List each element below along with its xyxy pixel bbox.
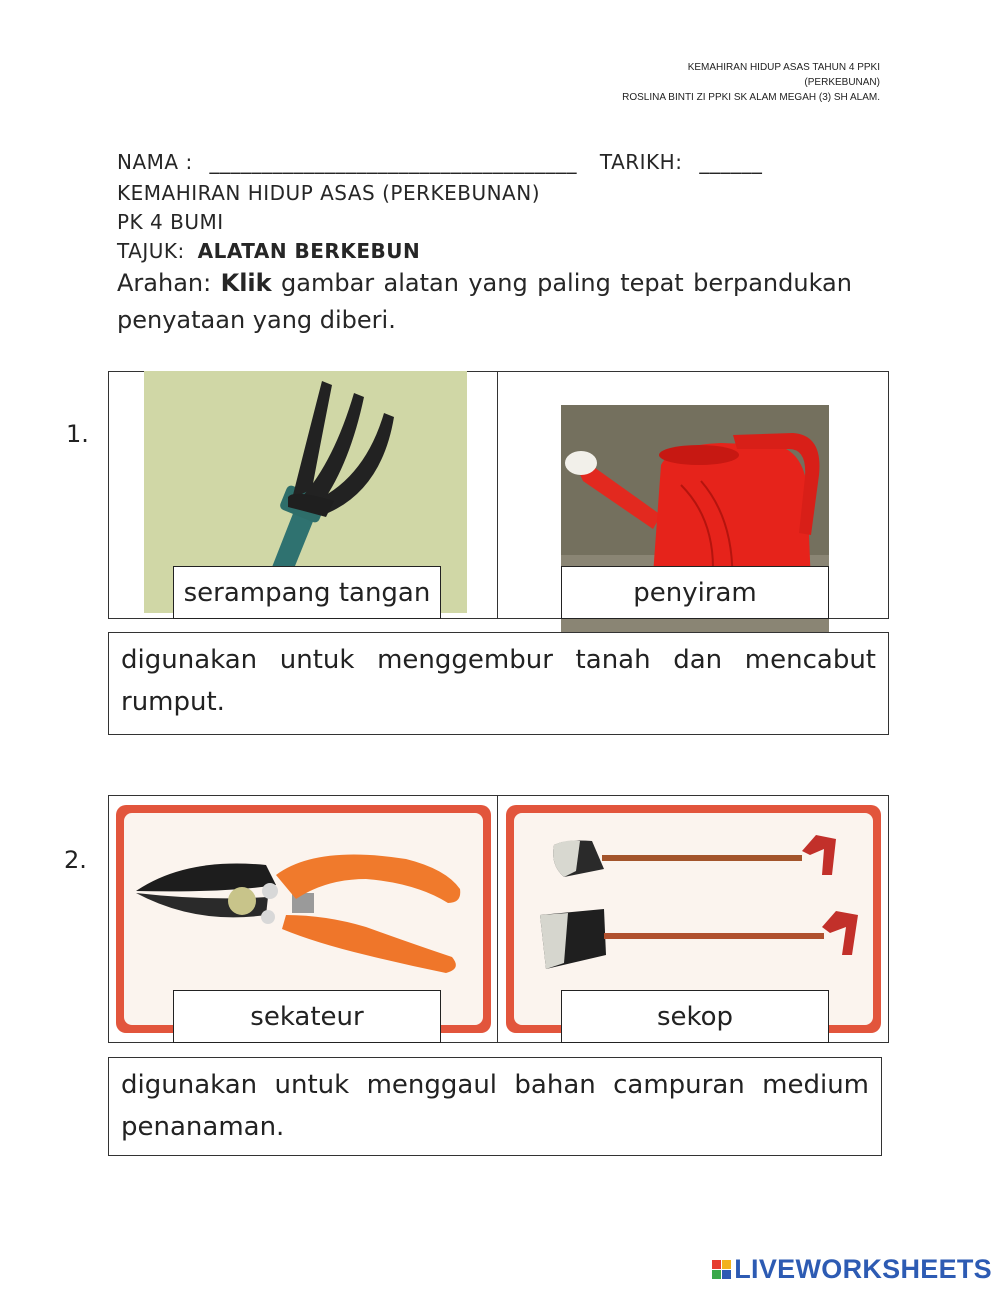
date-label: TARIKH:: [599, 150, 683, 174]
topic-label: TAJUK:: [117, 239, 185, 263]
option-sekateur[interactable]: sekateur: [173, 990, 441, 1043]
document-header: [622, 60, 880, 105]
question-2-statement: digunakan untuk menggaul bahan campuran medium penanaman.: [108, 1057, 882, 1156]
instruction-emphasis: Klik: [220, 269, 272, 297]
instruction-label: Arahan:: [117, 269, 212, 297]
topic-title: ALATAN BERKEBUN: [197, 239, 421, 263]
logo-text: LIVEWORKSHEETS: [734, 1254, 992, 1284]
question-number-2: 2.: [64, 846, 87, 874]
class-line: PK 4 BUMI: [117, 210, 224, 234]
name-label: NAMA :: [117, 150, 193, 174]
question-1-divider: [497, 371, 498, 619]
date-blank: ______: [699, 150, 763, 174]
header-line-1: KEMAHIRAN HIDUP ASAS TAHUN 4 PPKI: [687, 62, 880, 73]
subject-line: KEMAHIRAN HIDUP ASAS (PERKEBUNAN): [117, 181, 541, 205]
name-blank: ___________________________________: [209, 150, 578, 174]
topic-line: [117, 239, 420, 263]
header-line-3: ROSLINA BINTI ZI PPKI SK ALAM MEGAH (3) SH ALAM.: [622, 92, 880, 103]
header-line-2: (PERKEBUNAN): [804, 77, 880, 88]
option-serampang-tangan[interactable]: serampang tangan: [173, 566, 441, 619]
option-sekop[interactable]: sekop: [561, 990, 829, 1043]
logo-blocks-icon: [712, 1260, 731, 1279]
question-1-statement: digunakan untuk menggembur tanah dan mencabut rumput.: [108, 632, 889, 735]
liveworksheets-logo: [712, 1254, 992, 1285]
name-date-row: [117, 150, 762, 174]
question-2-divider: [497, 795, 498, 1043]
option-penyiram[interactable]: penyiram: [561, 566, 829, 619]
instruction-text: gambar alatan yang paling tepat berpandukan penyataan yang diberi.: [117, 269, 852, 334]
instruction: [117, 265, 852, 339]
question-number-1: 1.: [66, 420, 89, 448]
